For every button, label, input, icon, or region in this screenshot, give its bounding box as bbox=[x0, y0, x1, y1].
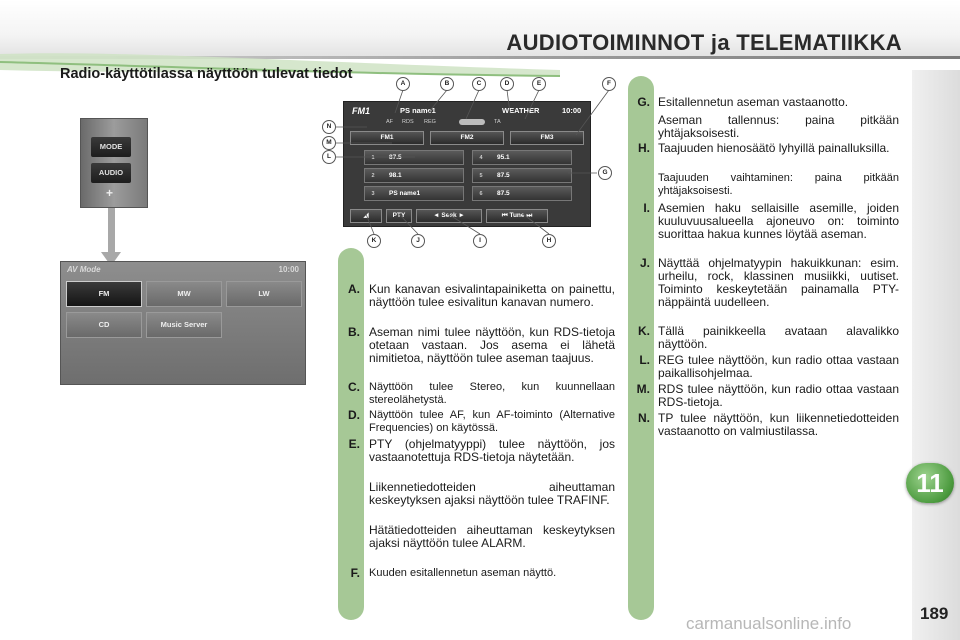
indicator-rds: RDS bbox=[402, 119, 414, 125]
preset-5: 5 87.5 bbox=[472, 168, 572, 183]
submenu-button: ◢ bbox=[350, 209, 382, 223]
callout-b: B bbox=[440, 77, 454, 91]
callout-f: F bbox=[602, 77, 616, 91]
callout-h: H bbox=[542, 234, 556, 248]
callout-i: I bbox=[473, 234, 487, 248]
preset-4: 4 95.1 bbox=[472, 150, 572, 165]
preset-6: 6 87.5 bbox=[472, 186, 572, 201]
callout-e: E bbox=[532, 77, 546, 91]
radio-mode-label: FM1 bbox=[352, 106, 370, 116]
av-button-lw: LW bbox=[226, 281, 302, 307]
page-number: 189 bbox=[920, 604, 949, 623]
indicator-ta: TA bbox=[494, 119, 501, 125]
band-button-fm2: FM2 bbox=[430, 131, 504, 145]
section-heading: Radio-käyttötilassa näyttöön tulevat tiedot bbox=[60, 66, 353, 82]
callout-j: J bbox=[411, 234, 425, 248]
pty-button: PTY bbox=[386, 209, 412, 223]
radio-weather-label: WEATHER bbox=[502, 106, 540, 115]
callout-g: G bbox=[598, 166, 612, 180]
av-button-mw: MW bbox=[146, 281, 222, 307]
seek-button: ◄ Seek ► bbox=[416, 209, 482, 223]
mode-button: MODE bbox=[91, 137, 131, 157]
radio-clock: 10:00 bbox=[562, 106, 582, 115]
chapter-badge: 11 bbox=[906, 463, 954, 503]
left-column-bar bbox=[338, 248, 364, 620]
tune-button: ⏮ Tune ⏭ bbox=[486, 209, 548, 223]
indicator-af: AF bbox=[386, 119, 394, 125]
callout-a: A bbox=[396, 77, 410, 91]
preset-3: 3 PS name1 bbox=[364, 186, 464, 201]
radio-station-name: PS name1 bbox=[400, 106, 436, 115]
av-mode-clock: 10:00 bbox=[278, 265, 299, 274]
av-button-music-server: Music Server bbox=[146, 312, 222, 338]
av-mode-title: AV Mode bbox=[67, 265, 101, 274]
preset-1: 1 87.5 bbox=[364, 150, 464, 165]
indicator-reg: REG bbox=[424, 119, 436, 125]
audio-button: AUDIO bbox=[91, 163, 131, 183]
av-button-fm: FM bbox=[66, 281, 142, 307]
callout-m: M bbox=[322, 136, 336, 150]
callout-d: D bbox=[500, 77, 514, 91]
band-button-fm1: FM1 bbox=[350, 131, 424, 145]
callout-k: K bbox=[367, 234, 381, 248]
page-title: AUDIOTOIMINNOT ja TELEMATIIKKA bbox=[506, 30, 902, 55]
callout-c: C bbox=[472, 77, 486, 91]
av-button-cd: CD bbox=[66, 312, 142, 338]
band-button-fm3: FM3 bbox=[510, 131, 584, 145]
callout-n: N bbox=[322, 120, 336, 134]
callout-l: L bbox=[322, 150, 336, 164]
preset-2: 2 98.1 bbox=[364, 168, 464, 183]
right-column-bar bbox=[628, 76, 654, 620]
watermark: carmanualsonline.info bbox=[686, 614, 852, 633]
volume-plus-icon: + bbox=[106, 186, 114, 200]
